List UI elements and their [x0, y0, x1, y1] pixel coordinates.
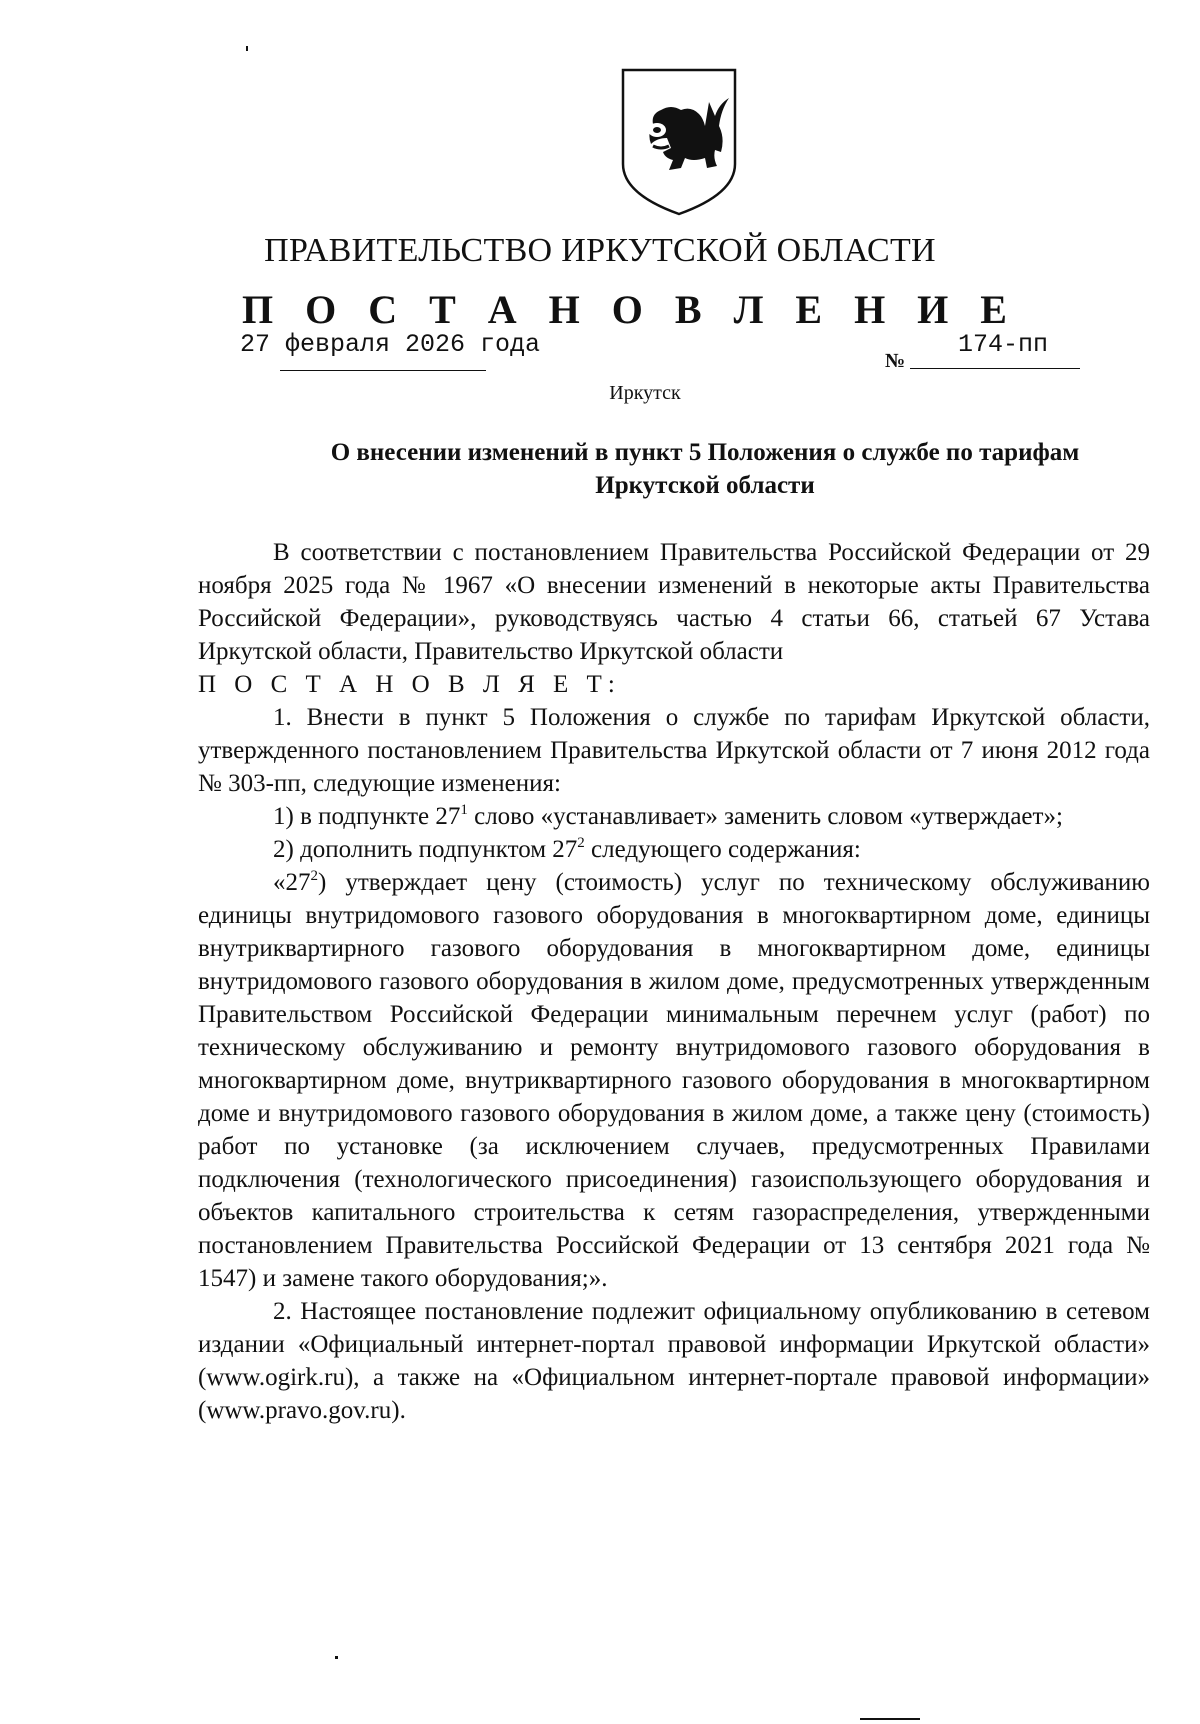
document-body — [198, 536, 1150, 1427]
subject-line-1: О внесении изменений в пункт 5 Положения о службе по тарифам — [330, 439, 1080, 466]
subitem-2-text: следующего содержания: — [584, 836, 861, 863]
quote-superscript: 2 — [310, 868, 318, 884]
quote-prefix: «27 — [273, 869, 311, 896]
subitem-1-prefix: 1) в подпункте 27 — [273, 803, 461, 830]
preamble-paragraph: В соответствии с постановлением Правительства Российской Федерации от 29 ноября 2025 года № 1967 «О внесении изменений в некоторые акты Правительства Российской Федерации», руководствуясь частью 4 статьи 66, статьей 67 Устава Иркутской области, Правительство Иркутской области — [198, 539, 1150, 665]
item-2-paragraph: 2. Настоящее постановление подлежит официальному опубликованию в сетевом издании «Официальный интернет-портал правовой информации Иркутской области» (www.ogirk.ru), а также на «Официальном интернет-портале правовой информации» (www.pravo.gov.ru). — [198, 1298, 1150, 1424]
government-name: ПРАВИТЕЛЬСТВО ИРКУТСКОЙ ОБЛАСТИ — [264, 232, 936, 269]
scan-edge-mark — [860, 1718, 920, 1720]
coat-of-arms-icon — [617, 66, 741, 218]
scan-speck — [246, 46, 248, 51]
number-sign: № — [885, 350, 906, 372]
subitem-1-superscript: 1 — [460, 802, 468, 818]
number-underline — [910, 368, 1080, 369]
quoted-subitem-paragraph — [198, 866, 1150, 1295]
city-name: Иркутск — [609, 382, 681, 404]
subitem-2-paragraph — [198, 833, 1150, 866]
subitem-1-paragraph — [198, 800, 1150, 833]
date-underline — [280, 370, 486, 371]
decree-word: П О С Т А Н О В Л Я Е Т: — [198, 671, 621, 698]
document-subject — [255, 436, 1155, 502]
document-date: 27 февраля 2026 года — [240, 330, 541, 359]
document-type-title: П О С Т А Н О В Л Е Н И Е — [242, 287, 1018, 332]
subject-line-2: Иркутской области — [595, 472, 815, 499]
document-number: 174-пп — [958, 330, 1049, 359]
subitem-2-superscript: 2 — [577, 835, 585, 851]
subitem-2-prefix: 2) дополнить подпунктом 27 — [273, 836, 578, 863]
quote-text: ) утверждает цену (стоимость) услуг по техническому обслуживанию единицы внутридомового газового оборудования в многоквартирном доме, единицы внутриквартирного газового оборудования в многоквартирном доме, единицы внутридомового газового оборудования в жилом доме, предусмотренных утвержденным Правительством Российской Федерации минимальным перечнем услуг (работ) по техническому обслуживанию и ремонту внутридомового газового оборудования в многоквартирном доме, внутриквартирного газового оборудования в многоквартирном доме и внутридомового газового оборудования в жилом доме, а также цену (стоимость) работ по установке (за исключением случаев, предусмотренных Правилами подключения (технологического присоединения) газоиспользующего оборудования и объектов капитального строительства к сетям газораспределения, утвержденными постановлением Правительства Российской Федерации от 13 сентября 2021 года № 1547) и замене такого оборудования;». — [198, 869, 1150, 1292]
item-1-paragraph: 1. Внести в пункт 5 Положения о службе по тарифам Иркутской области, утвержденного постановлением Правительства Иркутской области от 7 июня 2012 года № 303-пп, следующие изменения: — [198, 704, 1150, 797]
subitem-1-text: слово «устанавливает» заменить словом «утверждает»; — [467, 803, 1063, 830]
scan-speck — [335, 1656, 338, 1659]
